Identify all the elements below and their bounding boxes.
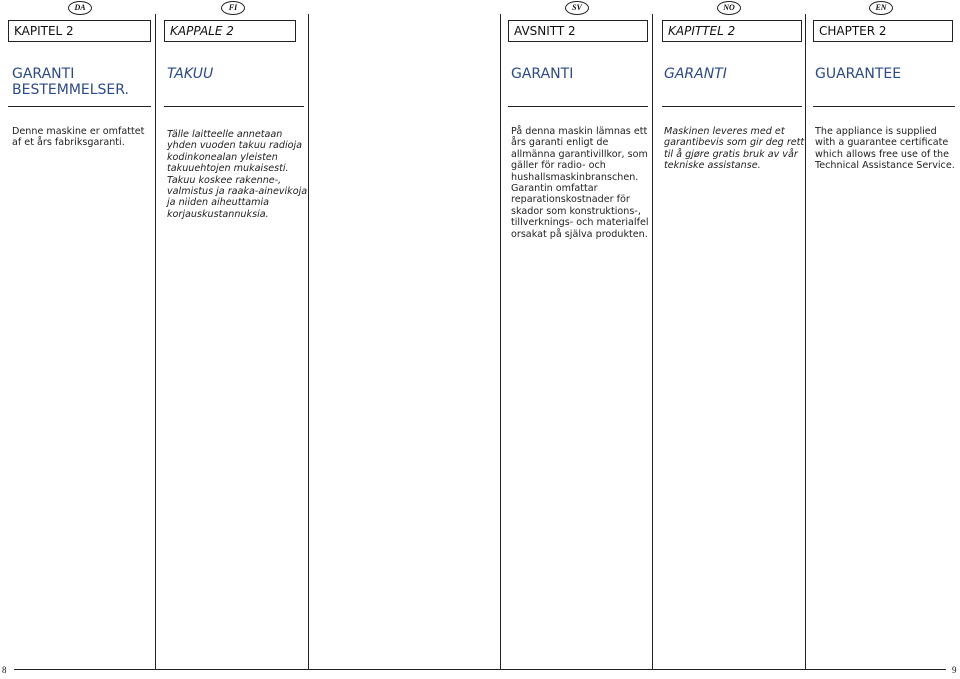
language-badge-no: NO (717, 1, 741, 15)
chapter-header-da: KAPITEL 2 (8, 20, 151, 42)
language-badge-en: EN (869, 1, 893, 15)
section-rule (508, 106, 648, 107)
page-number-right: 9 (952, 665, 957, 675)
bottom-rule (14, 669, 946, 670)
section-rule (164, 106, 304, 107)
section-rule (662, 106, 802, 107)
chapter-header-fi: KAPPALE 2 (164, 20, 296, 42)
page-gutter (500, 14, 501, 669)
section-title-en: GUARANTEE (815, 66, 902, 82)
section-title-sv: GARANTI (511, 66, 574, 82)
language-badge-da: DA (68, 1, 92, 15)
section-title-fi: TAKUU (167, 66, 214, 82)
body-text-sv: På denna maskin lämnas ett års garanti enligt de allmänna garantivillkor, som gäller för radio- och hushallsmaskinbranschen. Garantin omfattar reparationskostnader för skador som konstruktions-, tillverknings- och materialfel orsakat på själva produkten. (511, 126, 649, 240)
language-badge-sv: SV (565, 1, 589, 15)
column-divider (155, 14, 156, 669)
section-rule (8, 106, 151, 107)
body-text-da: Denne maskine er omfattet af et års fabriksgaranti. (12, 126, 145, 149)
chapter-header-no: KAPITTEL 2 (662, 20, 802, 42)
body-text-no: Maskinen leveres med et garantibevis som gir deg rett til å gjøre gratis bruk av vår tekniske assistanse. (664, 126, 805, 172)
body-text-en: The appliance is supplied with a guarantee certificate which allows free use of the Technical Assistance Service. (815, 126, 955, 172)
column-divider (308, 14, 309, 669)
language-badge-fi: FI (221, 1, 245, 15)
section-rule (813, 106, 955, 107)
chapter-header-sv: AVSNITT 2 (508, 20, 648, 42)
chapter-header-en: CHAPTER 2 (813, 20, 953, 42)
page-number-left: 8 (2, 665, 7, 675)
column-divider (652, 14, 653, 669)
section-title-no: GARANTI (664, 66, 727, 82)
column-divider (805, 14, 806, 669)
body-text-fi: Tälle laitteelle annetaan yhden vuoden takuu radioja kodinkonealan yleisten takuuehtojen mukaisesti. Takuu koskee rakenne-, valmistus ja raaka-ainevikoja ja niiden aiheuttamia korjauskustannuksia. (167, 129, 308, 220)
section-title-da: GARANTI BESTEMMELSER. (12, 66, 129, 98)
